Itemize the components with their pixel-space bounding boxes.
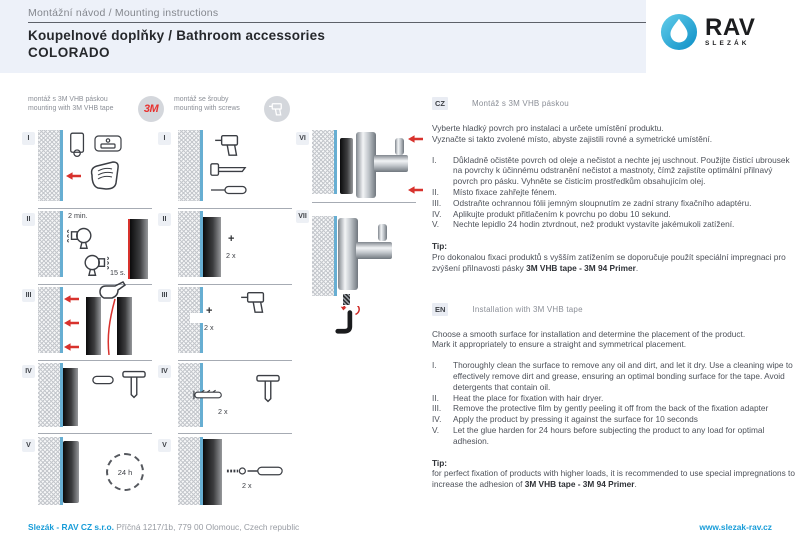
fixation-plate bbox=[203, 217, 221, 277]
cure-time-clock-icon bbox=[106, 453, 144, 491]
drill-icon bbox=[240, 289, 272, 315]
method-tape-label-en: mounting with 3M VHB tape bbox=[28, 104, 114, 112]
red-arrow-icon bbox=[408, 135, 423, 143]
wall-section bbox=[178, 130, 203, 201]
divider bbox=[38, 208, 152, 209]
header-divider bbox=[28, 22, 646, 23]
item-numeral: I. bbox=[432, 360, 437, 371]
item-numeral: V. bbox=[432, 219, 440, 230]
quantity-label: 2 x bbox=[226, 251, 236, 260]
list-item bbox=[432, 403, 796, 414]
red-arrow-icon bbox=[64, 295, 79, 303]
wall-section bbox=[38, 130, 63, 201]
step-tape-2 bbox=[22, 211, 154, 283]
footer-address-line bbox=[28, 522, 299, 532]
red-arrow-icon bbox=[64, 319, 79, 327]
product-base bbox=[356, 132, 376, 198]
divider bbox=[38, 360, 152, 361]
screw-and-screwdriver-icon bbox=[226, 465, 284, 477]
item-numeral: II. bbox=[432, 392, 439, 403]
water-drop-logo-icon bbox=[660, 13, 698, 51]
step-screws-3 bbox=[158, 287, 294, 359]
item-numeral: I. bbox=[432, 154, 437, 165]
item-text: Remove the protective film by gently peeling it off from the back of the fixation adapter bbox=[453, 403, 769, 414]
quantity-label: 2 x bbox=[204, 323, 214, 332]
step-number: III bbox=[158, 289, 171, 302]
step-screws-2 bbox=[158, 211, 294, 283]
step-tape-1 bbox=[22, 130, 154, 207]
wall-section bbox=[312, 216, 337, 296]
step-number: V bbox=[158, 439, 171, 452]
item-text: Aplikujte produkt přitlačením k povrchu po dobu 10 sekund. bbox=[453, 208, 671, 219]
item-numeral: IV. bbox=[432, 208, 442, 219]
product-anchor-icon bbox=[256, 373, 280, 404]
instructions-panel bbox=[432, 97, 796, 490]
fixation-adapter-strip bbox=[63, 368, 78, 426]
rav-slezak-logo bbox=[660, 13, 755, 51]
divider bbox=[178, 433, 292, 434]
section-en-heading: Installation with 3M VHB tape bbox=[472, 304, 583, 314]
red-arrow-icon bbox=[64, 343, 79, 351]
wall-section bbox=[178, 437, 203, 505]
divider bbox=[178, 208, 292, 209]
step-number: IV bbox=[22, 365, 35, 378]
vhb-tape-strip bbox=[86, 297, 101, 355]
plus-label: + bbox=[206, 305, 213, 317]
section-cz bbox=[432, 97, 796, 274]
product-peg bbox=[395, 138, 404, 155]
divider bbox=[38, 433, 152, 434]
step-number: IV bbox=[158, 365, 171, 378]
list-item bbox=[432, 219, 796, 230]
paper-roll-icon bbox=[68, 132, 88, 158]
wall-section bbox=[38, 437, 63, 505]
tip-text-end: . bbox=[635, 262, 639, 273]
logo-wordmark bbox=[705, 14, 756, 47]
tip-label: Tip: bbox=[432, 457, 448, 468]
product-arm bbox=[356, 242, 392, 259]
item-numeral: V. bbox=[432, 424, 440, 435]
item-text: Odstraňte ochrannou fólii jemným sloupnutím ze zadní strany fixačního adaptéru. bbox=[453, 197, 752, 208]
page-subtitle: COLORADO bbox=[28, 45, 110, 60]
step-screws-5 bbox=[158, 437, 294, 511]
quantity-label: 2 x bbox=[218, 407, 228, 416]
item-numeral: II. bbox=[432, 186, 439, 197]
item-numeral: III. bbox=[432, 197, 442, 208]
list-item bbox=[432, 360, 796, 392]
step-tape-3 bbox=[22, 287, 154, 359]
item-text: Apply the product by pressing it against the surface for 10 seconds bbox=[453, 414, 698, 425]
tip-label: Tip: bbox=[432, 241, 448, 252]
list-item bbox=[432, 155, 796, 187]
step-final-6 bbox=[296, 130, 426, 200]
capsule-part-icon bbox=[92, 375, 114, 385]
method-tape-label-cz: montáž s 3M VHB páskou bbox=[28, 96, 108, 103]
hair-dryer-icon bbox=[64, 224, 96, 249]
divider bbox=[178, 360, 292, 361]
protective-film-peel bbox=[102, 297, 116, 355]
divider bbox=[38, 284, 152, 285]
fixation-plate bbox=[340, 138, 353, 194]
step-number: VI bbox=[296, 132, 309, 145]
grub-screw-icon bbox=[343, 294, 350, 305]
tip-text: Pro dokonalou fixaci produktů s vyšším zatížením se doporučuje použít speciální impregnaci pro zvýšení přilnavosti pásky bbox=[432, 251, 786, 273]
hair-dryer-icon bbox=[80, 251, 112, 276]
allen-key-tighten-icon bbox=[334, 306, 362, 336]
step-number: I bbox=[158, 132, 171, 145]
wiping-hand-icon bbox=[88, 160, 122, 192]
method-screws-label-en: mounting with screws bbox=[174, 104, 240, 112]
list-item bbox=[432, 425, 796, 447]
divider bbox=[178, 284, 292, 285]
item-text: Thoroughly clean the surface to remove any oil and dirt, and let it dry. Use a cleaning wipe to effectively remove dirt and grease, ensuring an optimal bonding surface for the tape. Avoid detergents that contain oil. bbox=[453, 360, 793, 392]
tip-product-name: 3M VHB tape - 3M 94 Primer bbox=[524, 479, 635, 490]
step-screws-4 bbox=[158, 363, 294, 433]
step-final-7 bbox=[296, 208, 426, 334]
wall-section bbox=[38, 287, 63, 353]
company-name: Slezák - RAV CZ s.r.o. bbox=[28, 522, 114, 532]
language-badge-cz: CZ bbox=[432, 97, 448, 110]
list-item bbox=[432, 393, 796, 404]
product-arm bbox=[374, 155, 408, 172]
list-item bbox=[432, 209, 796, 220]
item-text: Heat the place for fixation with hair dryer. bbox=[453, 392, 604, 403]
item-numeral: III. bbox=[432, 403, 442, 414]
logo-brand-text: RAV bbox=[705, 14, 756, 41]
cure-time-label: 24 h bbox=[117, 467, 133, 477]
step-screws-1 bbox=[158, 130, 294, 207]
logo-subbrand-text: SLEZÁK bbox=[705, 40, 750, 47]
item-text: Důkladně očistěte povrch od oleje a nečistot a nechte jej uschnout. Použijte čisticí ubrousek na povrchy k účinnému odstranění nečistot a mastnoty, čímž zajistíte optimální přilnavý povrch pro pásku. Vyhněte se čisticím prostředkům obsahujícím olej. bbox=[453, 154, 790, 187]
list-item bbox=[432, 414, 796, 425]
en-intro-line-1: Choose a smooth surface for installation and determine the placement of the product. bbox=[432, 328, 746, 339]
tip-text: for perfect fixation of products with higher loads, it is recommended to use special impregnations to increase the adhesion of bbox=[432, 468, 795, 490]
hammer-icon bbox=[208, 162, 248, 178]
vhb-tape-strip bbox=[128, 219, 148, 279]
3m-logo-text: 3M bbox=[143, 103, 159, 115]
step-number: VII bbox=[296, 210, 309, 223]
step-number: I bbox=[22, 132, 35, 145]
step-number: II bbox=[158, 213, 171, 226]
drilled-hole bbox=[190, 313, 204, 323]
language-badge-en: EN bbox=[432, 303, 448, 316]
step-tape-4 bbox=[22, 363, 154, 433]
vhb-tape-strip bbox=[117, 297, 132, 355]
section-en bbox=[432, 303, 796, 490]
product-anchor-icon bbox=[122, 369, 146, 400]
list-item bbox=[432, 187, 796, 198]
step-tape-5 bbox=[22, 437, 154, 511]
item-text: Místo fixace zahřejte fénem. bbox=[453, 186, 557, 197]
step-number: III bbox=[22, 289, 35, 302]
footer bbox=[28, 522, 772, 532]
red-arrow-icon bbox=[66, 172, 81, 180]
page-title: Koupelnové doplňky / Bathroom accessories bbox=[28, 28, 326, 43]
item-text: Let the glue harden for 24 hours before subjecting the product to any load for optimal adhesion. bbox=[453, 424, 765, 446]
cz-step-list bbox=[432, 155, 796, 231]
screwdriver-icon bbox=[210, 185, 248, 195]
en-step-list bbox=[432, 360, 796, 446]
peeling-hand-icon bbox=[98, 281, 128, 301]
wall-section bbox=[178, 211, 203, 277]
document-pretitle: Montážní návod / Mounting instructions bbox=[28, 7, 219, 19]
section-cz-heading: Montáž s 3M VHB páskou bbox=[472, 99, 569, 108]
website-link[interactable]: www.slezak-rav.cz bbox=[699, 522, 772, 532]
hold-time-label: 15 s. bbox=[110, 268, 126, 277]
wall-section bbox=[38, 363, 63, 427]
company-address: Příčná 1217/1b, 779 00 Olomouc, Czech republic bbox=[113, 522, 300, 532]
en-intro-line-2: Mark it appropriately to ensure a straight and symmetrical placement. bbox=[432, 339, 687, 350]
plus-label: + bbox=[228, 233, 235, 245]
list-item bbox=[432, 198, 796, 209]
cz-intro-line-1: Vyberte hladký povrch pro instalaci a určete umístění produktu. bbox=[432, 123, 664, 133]
wall-plug-icon bbox=[192, 389, 226, 401]
cleaning-wipe-icon bbox=[94, 135, 122, 152]
tip-text-end: . bbox=[634, 479, 637, 490]
method-screws-label-cz: montáž se šrouby bbox=[174, 96, 229, 103]
3m-badge bbox=[138, 96, 164, 122]
drill-badge bbox=[264, 96, 290, 122]
fixation-plate bbox=[203, 439, 222, 505]
red-arrow-icon bbox=[408, 186, 423, 194]
tip-product-name: 3M VHB tape - 3M 94 Primer bbox=[526, 262, 636, 273]
drill-badge-icon bbox=[268, 101, 286, 117]
cz-intro-line-2: Vyznačte si takto zvolené místo, abyste zajistili rovné a symetrické umístění. bbox=[432, 133, 713, 144]
item-numeral: IV. bbox=[432, 414, 442, 425]
step-number: II bbox=[22, 213, 35, 226]
cz-tip bbox=[432, 241, 796, 273]
section-cz-header bbox=[432, 97, 796, 110]
step-number: V bbox=[22, 439, 35, 452]
product-peg bbox=[378, 224, 387, 241]
mounted-product bbox=[63, 441, 79, 503]
quantity-label: 2 x bbox=[242, 481, 252, 490]
header-band bbox=[0, 0, 646, 73]
method-header-screws bbox=[174, 96, 290, 114]
item-text: Nechte lepidlo 24 hodin ztvrdnout, než produkt vystavíte jakémukoli zatížení. bbox=[453, 219, 735, 230]
section-en-header bbox=[432, 303, 796, 316]
method-header-tape bbox=[28, 96, 164, 114]
wall-section bbox=[312, 130, 337, 194]
en-tip bbox=[432, 458, 796, 490]
heat-time-label: 2 min. bbox=[68, 211, 88, 220]
product-base bbox=[338, 218, 358, 290]
drill-icon bbox=[214, 132, 246, 158]
divider bbox=[312, 202, 416, 203]
wall-section bbox=[38, 211, 63, 277]
